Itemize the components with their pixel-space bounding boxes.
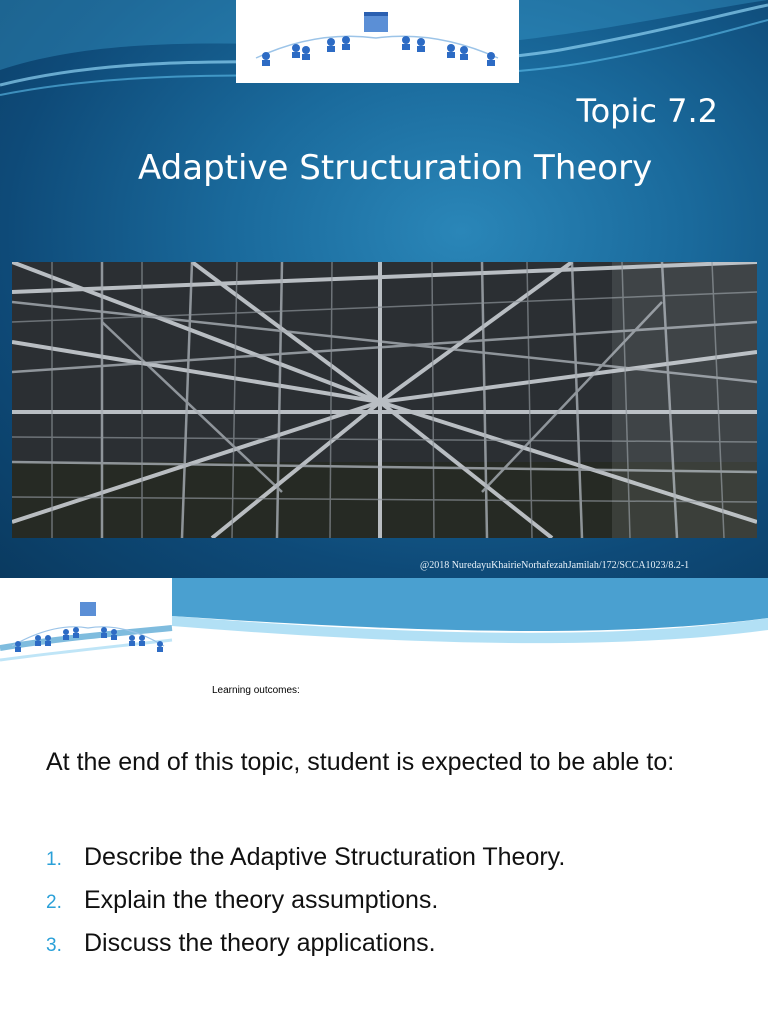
list-item-text: Discuss the theory applications. (84, 929, 436, 957)
list-item (46, 880, 565, 923)
list-item (46, 837, 565, 880)
list-number: 2. (46, 892, 62, 913)
list-item-text: Describe the Adaptive Structuration Theory. (84, 843, 566, 871)
list-number: 1. (46, 849, 62, 870)
network-logo (236, 0, 519, 83)
network-people-logo-icon (236, 0, 519, 83)
network-people-logo-icon (4, 600, 172, 662)
outcomes-list (46, 837, 565, 966)
scaffolding-photo (12, 262, 757, 538)
topic-number: Topic 7.2 (576, 92, 718, 130)
scaffolding-photo-icon (12, 262, 757, 538)
slide-title: Adaptive Structuration Theory (138, 148, 653, 188)
section-label: Learning outcomes: (212, 685, 300, 696)
learning-outcomes-slide (0, 578, 768, 1024)
list-item-text: Explain the theory assumptions. (84, 886, 439, 914)
copyright-footer: @2018 NuredayuKhairieNorhafezahJamilah/172/SCCA1023/8.2-1 (420, 560, 690, 571)
list-number: 3. (46, 935, 62, 956)
intro-text: At the end of this topic, student is expected to be able to: (46, 748, 675, 776)
list-item (46, 923, 565, 966)
